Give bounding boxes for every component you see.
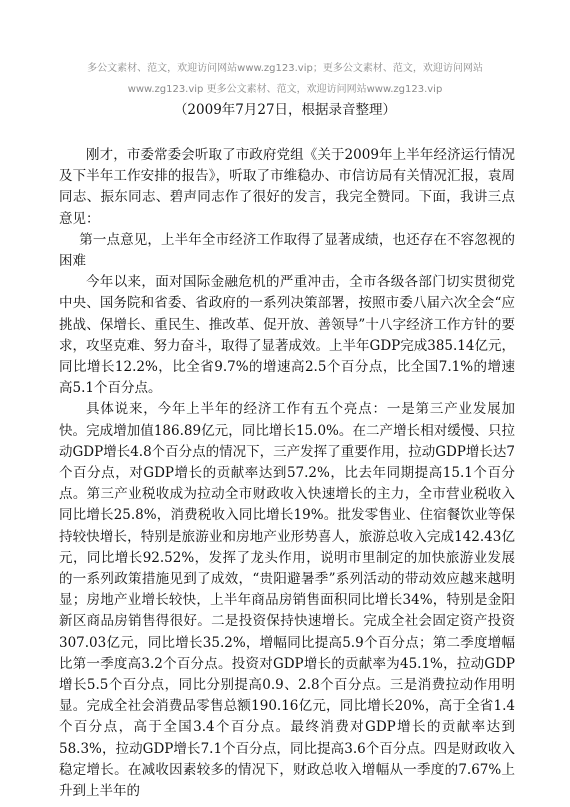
body-paragraph: 今年以来，面对国际金融危机的严重冲击，全市各级各部门切实贯彻党中央、国务院和省委、省政府的一系列决策部署，按照市委八届六次全会“应挑战、保增长、重民生、推改革、促开放、善领导”十八字经济工作方针的要求，攻坚克难、努力奋斗，取得了显著成效。上半年GDP完成385.14亿元，同比增长12.2%，比全省9.7%的增速高2.5个百分点，比全国7.1%的增速高5.1个百分点。 <box>59 274 515 397</box>
date-note: （2009年7月27日，根据录音整理） <box>173 102 397 118</box>
speech-body <box>59 145 515 802</box>
watermark-text: 多公文素材、范文，欢迎访问网站www.zg123.vip；更多公文素材、范文，欢迎访问网站www.zg123.vip 更多公文素材、范文，欢迎访问网站www.zg123.vip <box>87 63 483 95</box>
body-paragraph: 具体说来，今年上半年的经济工作有五个亮点：一是第三产业发展加快。完成增加值186.89亿元，同比增长15.0%。在二产增长相对缓慢、只拉动GDP增长4.8个百分点的情况下，三产发挥了重要作用，拉动GDP增长达7个百分点，对GDP增长的贡献率达到57.2%，比去年同期提高15.1个百分点。第三产业税收成为拉动全市财政收入快速增长的主力，全市营业税收入同比增长25.8%，消费税收入同比增长19%。批发零售业、住宿餐饮业等保持较快增长，特别是旅游业和房地产业形势喜人，旅游总收入完成142.43亿元，同比增长92.52%，发挥了龙头作用，说明市里制定的加快旅游业发展的一系列政策措施见到了成效，“贵阳避暑季”系列活动的带动效应越来越明显；房地产业增长较快，上半年商品房销售面积同比增长34%，特别是金阳新区商品房销售得很好。二是投资保持快速增长。完成全社会固定资产投资307.03亿元，同比增长35.2%，增幅同比提高5.9个百分点；第二季度增幅比第一季度高3.2个百分点。投资对GDP增长的贡献率为45.1%，拉动GDP增长5.5个百分点，同比分别提高0.9、2.8个百分点。三是消费拉动作用明显。完成全社会消费品零售总额190.16亿元，同比增长20%，高于全省1.4个百分点，高于全国3.4个百分点。最终消费对GDP增长的贡献率达到58.3%，拉动GDP增长7.1个百分点，同比提高3.6个百分点。四是财政收入稳定增长。在减收因素较多的情况下，财政总收入增幅从一季度的7.67%上升到上半年的 <box>59 401 515 800</box>
intro-paragraph: 刚才，市委常委会听取了市政府党组《关于2009年上半年经济运行情况及下半年工作安排的报告》，听取了市维稳办、市信访局有关情况汇报，袁周同志、振东同志、碧声同志作了很好的发言，我完全赞同。下面，我讲三点意见： <box>59 147 515 227</box>
section-heading-1: 第一点意见，上半年全市经济工作取得了显著成绩，也还存在不容忽视的困难 <box>59 231 515 270</box>
